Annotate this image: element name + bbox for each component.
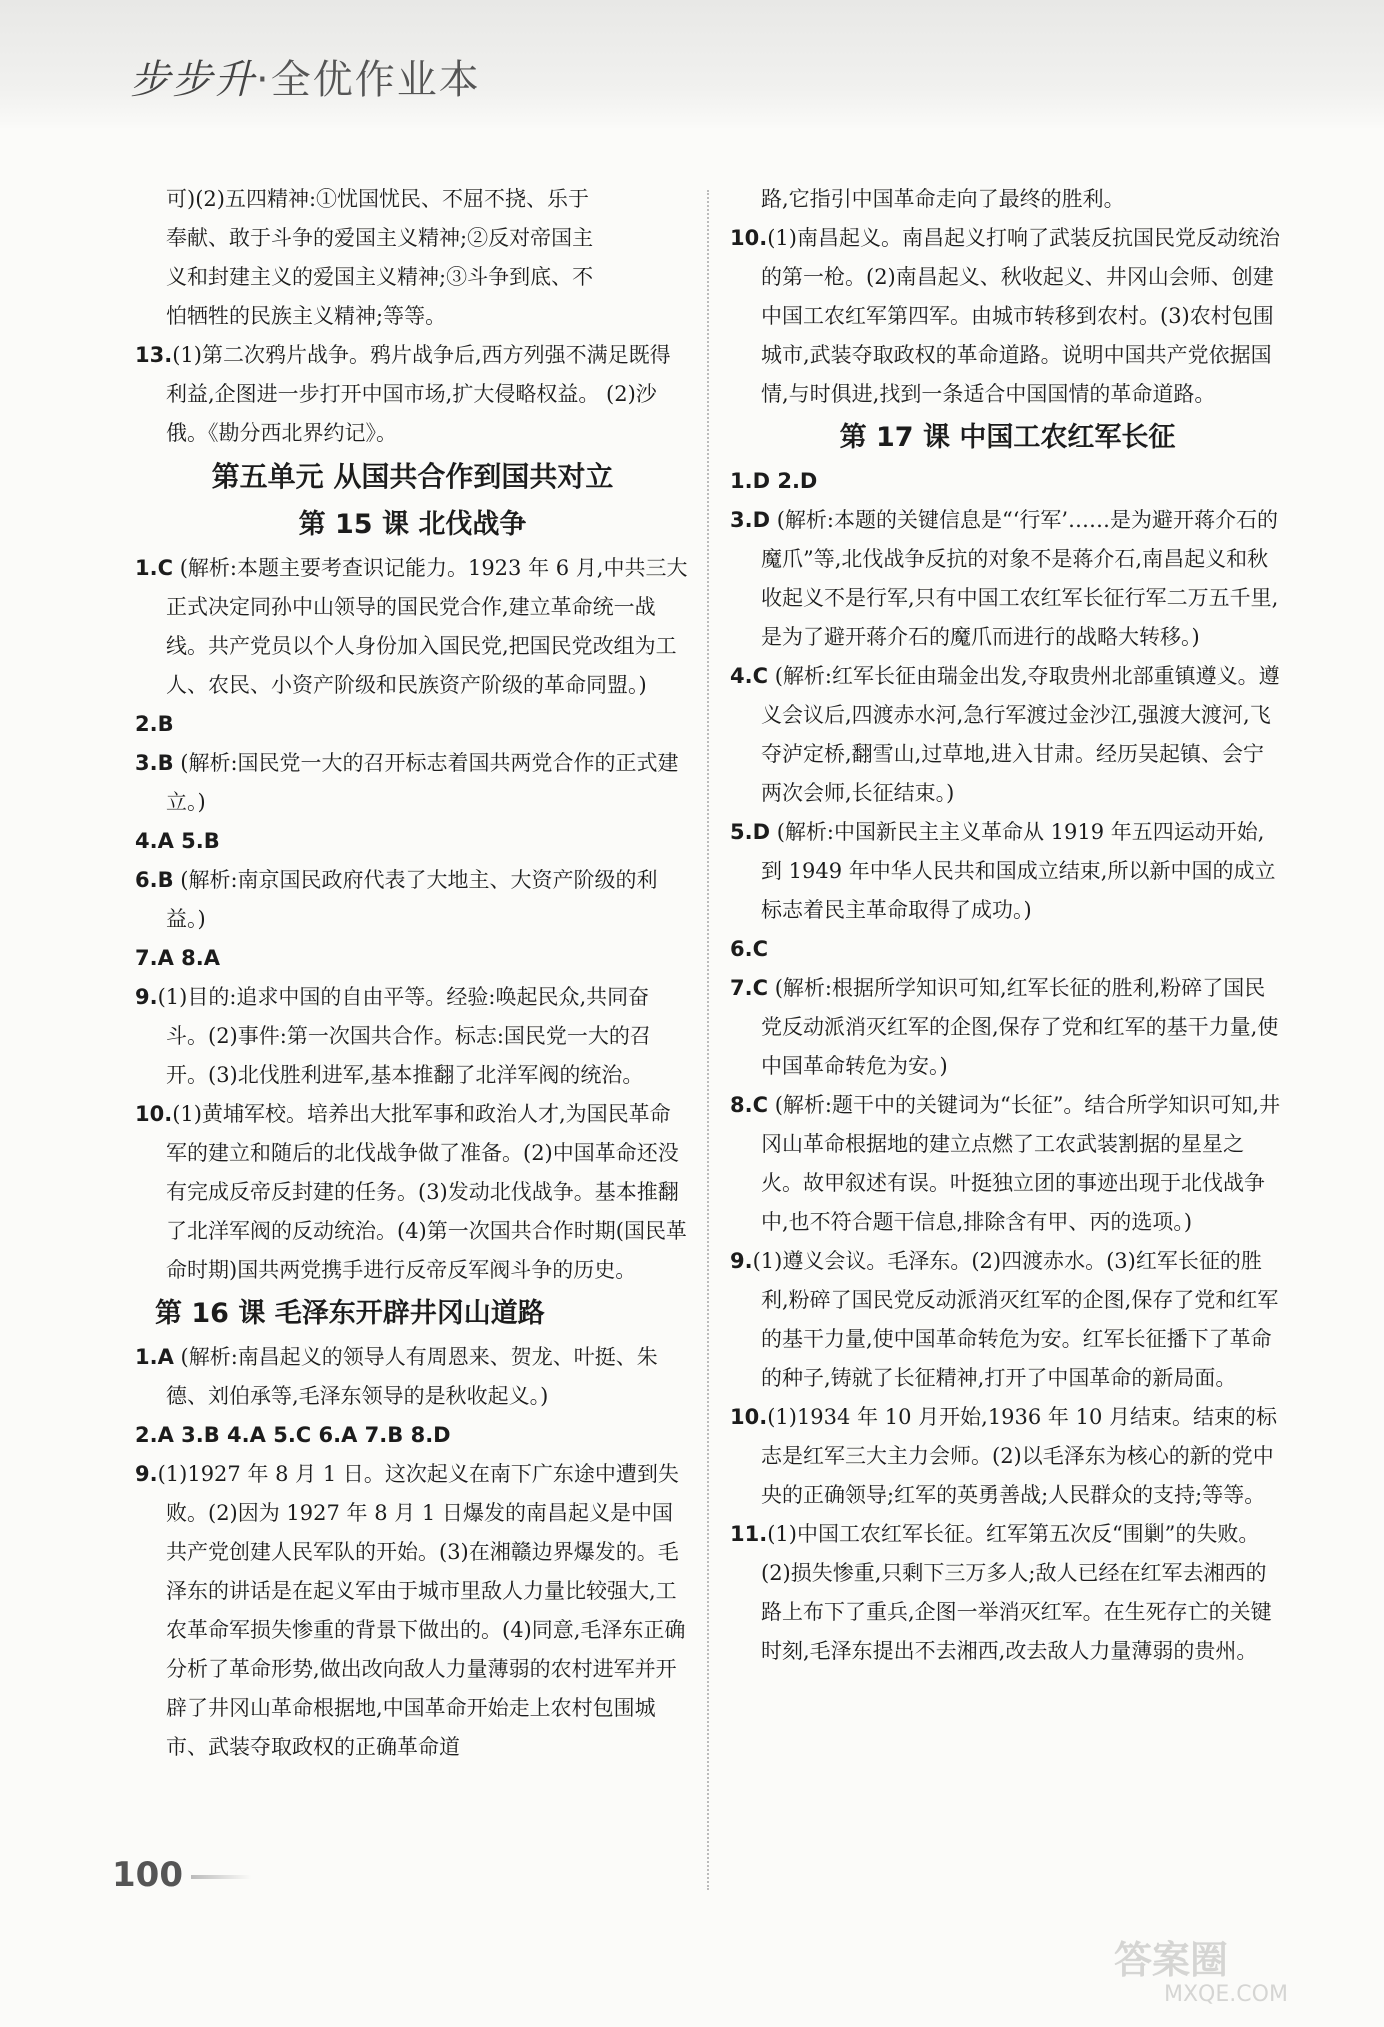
answer-number: 5.D	[730, 820, 771, 844]
brand-main: 步步升	[130, 57, 256, 103]
answer-text: (解析:根据所学知识可知,红军长征的胜利,粉碎了国民党反动派消灭红军的企图,保存了党和红军的基干力量,使中国革命转危为安。)	[761, 976, 1279, 1078]
answer-number: 1.D 2.D	[730, 469, 818, 493]
answer-item	[135, 705, 690, 744]
answer-number: 7.A 8.A	[135, 946, 220, 970]
watermark-logo	[1104, 1929, 1354, 2009]
answer-text: 怕牺牲的民族主义精神;等等。	[166, 304, 447, 328]
column-divider	[707, 190, 709, 1890]
answer-text: (解析:南京国民政府代表了大地主、大资产阶级的利益。)	[166, 868, 658, 931]
answer-item	[730, 219, 1285, 414]
answer-number: 8.C	[730, 1093, 769, 1117]
page-number: 100	[112, 1855, 251, 1895]
answer-text: 路,它指引中国革命走向了最终的胜利。	[761, 187, 1125, 211]
answer-item	[135, 822, 690, 861]
answer-number: 3.B	[135, 751, 174, 775]
answer-number: 11.	[730, 1522, 768, 1546]
answer-item	[730, 180, 1285, 219]
answer-number: 1.A	[135, 1345, 174, 1369]
answer-item	[730, 501, 1285, 657]
answer-number: 10.	[135, 1102, 173, 1126]
page-header	[0, 0, 1384, 128]
answer-text: (1)第二次鸦片战争。鸦片战争后,西方列强不满足既得利益,企图进一步打开中国市场,扩大侵略权益。 (2)沙俄。《勘分西北界约记》。	[166, 343, 671, 445]
answer-item	[135, 861, 690, 939]
answer-text: (解析:国民党一大的召开标志着国共两党合作的正式建立。)	[166, 751, 679, 814]
answer-item	[730, 1242, 1285, 1398]
answer-item	[135, 336, 690, 453]
answer-number: 10.	[730, 1405, 768, 1429]
answer-text: (1)目的:追求中国的自由平等。经验:唤起民众,共同奋斗。(2)事件:第一次国共合作。标志:国民党一大的召开。(3)北伐胜利进军,基本推翻了北洋军阀的统治。	[157, 985, 651, 1087]
answer-number: 4.A 5.B	[135, 829, 220, 853]
answer-text: (1)南昌起义。南昌起义打响了武装反抗国民党反动统治的第一枪。(2)南昌起义、秋收起义、井冈山会师、创建中国工农红军第四军。由城市转移到农村。(3)农村包围城市,武装夺取政权的革命道路。说明中国共产党依据国情,与时俱进,找到一条适合中国国情的革命道路。	[761, 226, 1280, 406]
answer-item	[730, 813, 1285, 930]
answer-text: (解析:本题的关键信息是“‘行军’……是为避开蒋介石的魔爪”等,北伐战争反抗的对象不是蒋介石,南昌起义和秋收起义不是行军,只有中国工农红军长征行军二万五千里,是为了避开蒋介石的魔爪而进行的战略大转移。)	[761, 508, 1279, 649]
answer-item	[730, 930, 1285, 969]
answer-text: (解析:中国新民主主义革命从 1919 年五四运动开始,到 1949 年中华人民共和国成立结束,所以新中国的成立标志着民主革命取得了成功。)	[761, 820, 1276, 922]
answer-item	[135, 1455, 690, 1767]
answer-text: 可)(2)五四精神:①忧国忧民、不屈不挠、乐于	[166, 187, 590, 211]
answer-item	[135, 219, 690, 258]
answer-number: 1.C	[135, 556, 174, 580]
answer-text: (解析:红军长征由瑞金出发,夺取贵州北部重镇遵义。遵义会议后,四渡赤水河,急行军渡过金沙江,强渡大渡河,飞夺泸定桥,翻雪山,过草地,进入甘肃。经历吴起镇、会宁两次会师,长征结束。)	[761, 664, 1280, 805]
watermark-line1: 答案圈	[1114, 1938, 1229, 1982]
answer-item	[135, 258, 690, 297]
answer-number: 6.B	[135, 868, 174, 892]
answer-text: (1)1927 年 8 月 1 日。这次起义在南下广东途中遭到失败。(2)因为 1927 年 8 月 1 日爆发的南昌起义是中国共产党创建人民军队的开始。(3)在湘赣边界爆发的。毛泽东的讲话是在起义军由于城市里敌人力量比较强大,工农革命军损失惨重的背景下做出的。(4)同意,毛泽东正确分析了革命形势,做出改向敌人力量薄弱的农村进军并开辟了井冈山革命根据地,中国革命开始走上农村包围城市、武装夺取政权的正确革命道	[157, 1462, 686, 1759]
answer-item	[135, 978, 690, 1095]
answer-number: 9.	[135, 1462, 158, 1486]
answer-item	[730, 1086, 1285, 1242]
answer-number: 13.	[135, 343, 173, 367]
answer-text: (1)中国工农红军长征。红军第五次反“围剿”的失败。(2)损失惨重,只剩下三万多人;敌人已经在红军去湘西的路上布下了重兵,企图一举消灭红军。在生死存亡的关键时刻,毛泽东提出不去湘西,改去敌人力量薄弱的贵州。	[761, 1522, 1272, 1663]
answer-item	[135, 1095, 690, 1290]
lesson-heading: 第五单元 从国共合作到国共对立	[211, 460, 614, 493]
answer-item	[135, 180, 690, 219]
answer-text: (解析:本题主要考查识记能力。1923 年 6 月,中共三大正式决定同孙中山领导的国民党合作,建立革命统一战线。共产党员以个人身份加入国民党,把国民党改组为工人、农民、小资产阶级和民族资产阶级的革命同盟。)	[166, 556, 688, 697]
brand-separator: ·	[256, 57, 271, 103]
lesson-heading: 第 15 课 北伐战争	[298, 509, 527, 540]
answer-text: (1)1934 年 10 月开始,1936 年 10 月结束。结束的标志是红军三大主力会师。(2)以毛泽东为核心的新的党中央的正确领导;红军的英勇善战;人民群众的支持;等等。	[761, 1405, 1278, 1507]
answer-item	[135, 297, 690, 336]
answer-item	[730, 1515, 1285, 1671]
lesson-heading: 第 16 课 毛泽东开辟井冈山道路	[155, 1298, 545, 1329]
answer-text: (解析:题干中的关键词为“长征”。结合所学知识可知,井冈山革命根据地的建立点燃了工农武装割据的星星之火。故甲叙述有误。叶挺独立团的事迹出现于北伐战争中,也不符合题干信息,排除含有甲、丙的选项。)	[761, 1093, 1281, 1234]
answer-text: (1)黄埔军校。培养出大批军事和政治人才,为国民革命军的建立和随后的北伐战争做了准备。(2)中国革命还没有完成反帝反封建的任务。(3)发动北伐战争。基本推翻了北洋军阀的反动统治。(4)第一次国共合作时期(国民革命时期)国共两党携手进行反帝反军阀斗争的历史。	[166, 1102, 687, 1282]
answer-text: (解析:南昌起义的领导人有周恩来、贺龙、叶挺、朱德、刘伯承等,毛泽东领导的是秋收起义。)	[166, 1345, 658, 1408]
answer-item	[135, 744, 690, 822]
lesson-heading: 第 17 课 中国工农红军长征	[839, 422, 1176, 453]
answer-item	[135, 549, 690, 705]
brand-subtitle: 全优作业本	[270, 57, 481, 103]
answer-number: 9.	[135, 985, 158, 1009]
watermark-line2: MXQE.COM	[1164, 1982, 1288, 2007]
answer-number: 6.C	[730, 937, 769, 961]
answer-item	[730, 657, 1285, 813]
answer-text: 奉献、敢于斗争的爱国主义精神;②反对帝国主	[166, 226, 594, 250]
answer-item	[730, 969, 1285, 1086]
answer-item	[730, 462, 1285, 501]
answer-item	[135, 1416, 690, 1455]
answer-text: 义和封建主义的爱国主义精神;③斗争到底、不	[166, 265, 594, 289]
answer-number: 9.	[730, 1249, 753, 1273]
answer-number: 3.D	[730, 508, 771, 532]
answer-number: 2.B	[135, 712, 174, 736]
brand-title	[130, 48, 481, 105]
answer-number: 7.C	[730, 976, 769, 1000]
left-column	[135, 180, 690, 1767]
answer-number: 4.C	[730, 664, 769, 688]
answer-item	[135, 1338, 690, 1416]
answer-number: 10.	[730, 226, 768, 250]
answer-item	[135, 939, 690, 978]
answer-number: 2.A 3.B 4.A 5.C 6.A 7.B 8.D	[135, 1423, 451, 1447]
answer-text: (1)遵义会议。毛泽东。(2)四渡赤水。(3)红军长征的胜利,粉碎了国民党反动派消灭红军的企图,保存了党和红军的基干力量,使中国革命转危为安。红军长征播下了革命的种子,铸就了长征精神,打开了中国革命的新局面。	[752, 1249, 1279, 1390]
right-column	[730, 180, 1285, 1671]
answer-item	[730, 1398, 1285, 1515]
